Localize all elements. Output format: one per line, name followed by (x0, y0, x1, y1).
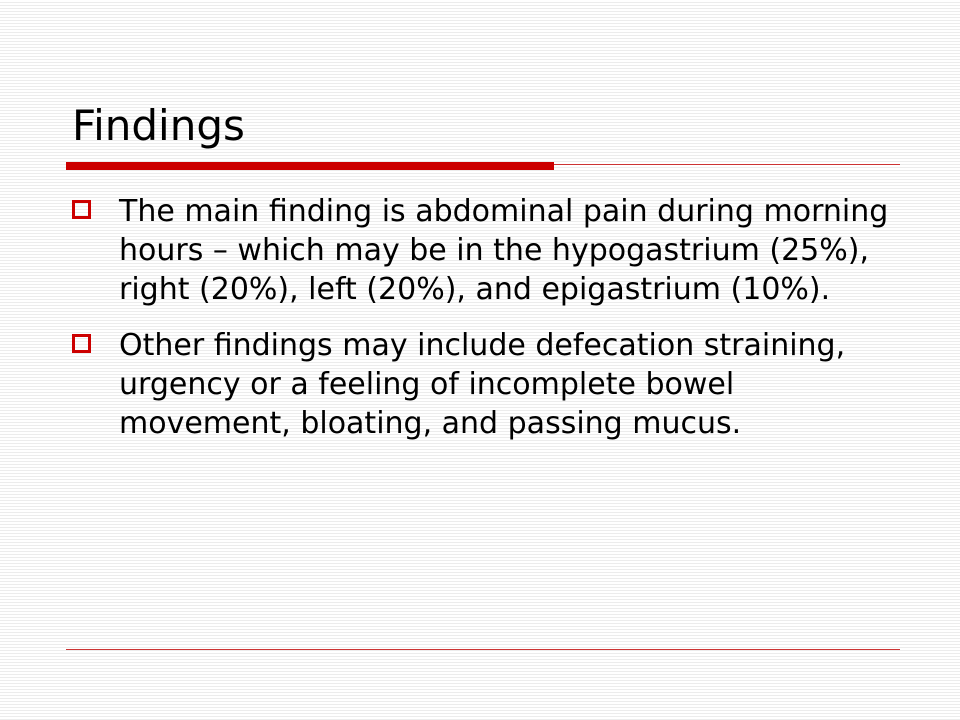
title-underline-line (554, 164, 900, 165)
footer-divider (66, 649, 900, 650)
title-underline-accent (66, 162, 554, 170)
bullet-item (72, 326, 902, 443)
slide-title: Findings (72, 101, 245, 150)
bullet-text: Other findings may include defecation straining, urgency or a feeling of incomplete bowel movement, bloating, and passing mucus. (119, 328, 846, 441)
bullet-text: The main finding is abdominal pain during morning hours – which may be in the hypogastrium (25%), right (20%), left (20%), and epigastrium (10%). (119, 194, 889, 307)
bullet-item (72, 192, 902, 309)
bullet-list (72, 192, 902, 460)
hollow-square-icon (72, 334, 91, 353)
hollow-square-icon (72, 200, 91, 219)
